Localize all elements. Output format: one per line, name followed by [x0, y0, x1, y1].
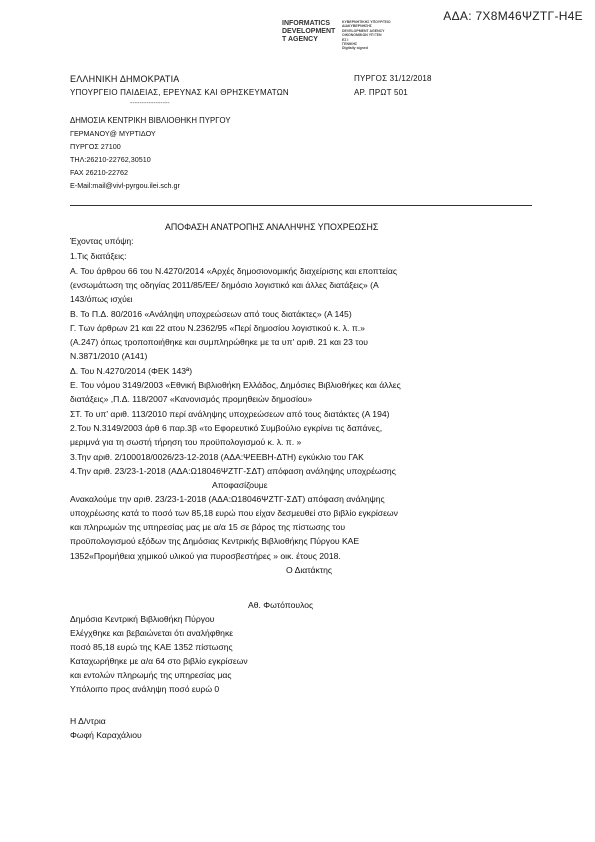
library-address: ΓΕΡΜΑΝΟΥ@ ΜΥΡΤΙΔΟΥ [70, 129, 156, 138]
logo-line: DEVELOPMENT [282, 28, 336, 35]
body-line: Β. Το Π.Δ. 80/2016 «Ανάληψη υποχρεώσεων από τους διατάκτες» (Α 145) [70, 309, 352, 319]
ada-code: ΑΔΑ: 7Χ8Μ46ΨΖΤΓ-Η4Ε [443, 9, 583, 23]
body-line: υποχρέωσης κατά το ποσό των 85,18 ευρώ που είχαν δεσμευθεί στο βιβλίο εγκρίσεων [70, 508, 398, 518]
body-line: και πληρωμών της υπηρεσίας μας με α/α 15 σε βάρος της πίστωσης του [70, 522, 346, 532]
body-line: Καταχωρήθηκε με α/α 64 στο βιβλίο εγκρίσεων [70, 656, 248, 666]
digital-signature-stamp [342, 20, 391, 51]
body-line: Δ. Του Ν.4270/2014 (ΦΕΚ 143ª) [70, 366, 193, 376]
director-name: Φωφή Καραχάλιου [70, 730, 142, 740]
body-line: διατάξεις» ,Π.Δ. 118/2007 «Κανονισμός προμηθειών δημοσίου» [70, 394, 313, 404]
body-line: 143/όπως ισχύει [70, 294, 133, 304]
body-line: Δημόσια Κεντρική Βιβλιοθήκη Πύργου [70, 614, 215, 624]
stamp-line: ΕΣ Ι [342, 37, 349, 42]
body-line: Υπόλοιπο προς ανάληψη ποσό ευρώ 0 [70, 684, 220, 694]
stamp-line: ΟΙΚΟΝΟΜΙΚΩΝ ΥΠ ΓΕΝ [342, 33, 382, 38]
body-line: (Α.247) όπως τροποποιήθηκε και συμπληρώθηκε με τα υπ' αριθ. 21 και 23 του [70, 337, 368, 347]
body-line: ΣΤ. Το υπ' αριθ. 113/2010 περί ανάληψης υποχρεώσεων από τους διατάκτες (Α 194) [70, 409, 390, 419]
director-role: Η Δ/ντρια [70, 716, 106, 726]
body-line: Ελέγχθηκε και βεβαιώνεται ότι αναλήφθηκε [70, 628, 234, 638]
body-line: Έχοντας υπόψη: [70, 236, 134, 246]
agency-logo-text [282, 20, 335, 44]
body-line: 3.Την αριθ. 2/100018/0026/23-12-2018 (ΑΔΑ:ΨΕΕΒΗ-ΔΤΗ) εγκύκλιο του ΓΑΚ [70, 452, 364, 462]
protocol-number: ΑΡ. ΠΡΩΤ 501 [354, 88, 408, 97]
place-date: ΠΥΡΓΟΣ 31/12/2018 [354, 74, 432, 83]
stamp-line: Digitally signed [342, 46, 368, 51]
library-name: ΔΗΜΟΣΙΑ ΚΕΝΤΡΙΚΗ ΒΙΒΛΙΟΘΗΚΗ ΠΥΡΓΟΥ [70, 116, 231, 125]
library-phone: ΤΗΛ:26210-22762,30510 [70, 155, 151, 164]
body-line: 1352«Προμήθεια χημικού υλικού για πυροσβεστήρες » οικ. έτους 2018. [70, 551, 341, 561]
ministry-name: ΥΠΟΥΡΓΕΙΟ ΠΑΙΔΕΙΑΣ, ΕΡΕΥΝΑΣ ΚΑΙ ΘΡΗΣΚΕΥΜΑΤΩΝ [70, 88, 289, 97]
logo-line: T AGENCY [282, 36, 318, 43]
body-line: μεριμνά για τη σωστή τήρηση του προϋπολογισμού κ. λ. π. » [70, 437, 302, 447]
body-line: (ενσωμάτωση της οδηγίας 2011/85/ΕΕ/ δημόσιο λογιστικό και άλλες διατάξεις» (Α [70, 280, 379, 290]
signatory-role: Ο Διατάκτης [286, 565, 333, 575]
signatory-name: Αθ. Φωτόπουλος [248, 600, 314, 610]
body-line: 1.Τις διατάξεις: [70, 251, 127, 261]
separator-dashes: ----------------- [130, 100, 170, 107]
body-line: Γ. Των άρθρων 21 και 22 ατου Ν.2362/95 «Περί δημοσίου λογιστικού κ. λ. π.» [70, 323, 365, 333]
logo-line: INFORMATICS [282, 20, 331, 27]
library-fax: FAX 26210-22762 [70, 168, 128, 177]
library-postal: ΠΥΡΓΟΣ 27100 [70, 142, 121, 151]
body-line: Ν.3871/2010 (Α141) [70, 351, 148, 361]
stamp-line: ΚΥΒΕΡΝΗΤΙΚΗΣ ΥΠΟΥΡΓΕΙΟ [342, 20, 391, 24]
body-line: 2.Του Ν.3149/2003 άρθ 6 παρ.3β «το Εφορευτικό Συμβούλιο εγκρίνει τις δαπάνες, [70, 423, 383, 433]
body-line: προϋπολογισμού εξόδων της Δημόσιας Κεντρικής Βιβλιοθήκης Πύργου ΚΑΕ [70, 536, 360, 546]
body-line: και εντολών πληρωμής της υπηρεσίας μας [70, 670, 232, 680]
library-email: E-Mail:mail@vivl-pyrgou.ilei.sch.gr [70, 181, 180, 190]
stamp-line: DEVELOPMENT AGENCY [342, 28, 385, 33]
decision-title: ΑΠΟΦΑΣΗ ΑΝΑΤΡΟΠΗΣ ΑΝΑΛΗΨΗΣ ΥΠΟΧΡΕΩΣΗΣ [165, 222, 379, 232]
body-line: ποσό 85,18 ευρώ της ΚΑΕ 1352 πίστωσης [70, 642, 233, 652]
decide-heading: Αποφασίζουμε [212, 480, 268, 490]
body-line: 4.Την αριθ. 23/23-1-2018 (ΑΔΑ:Ω18046ΨΖΤΓ-ΣΔΤ) απόφαση ανάληψης υποχρέωσης [70, 466, 396, 476]
body-line: Ε. Του νόμου 3149/2003 «Εθνική Βιβλιοθήκη Ελλάδος, Δημόσιες Βιβλιοθήκες και άλλες [70, 380, 401, 390]
body-line: Α. Του άρθρου 66 του Ν.4270/2014 «Αρχές δημοσιονομικής διαχείρισης και εποπτείας [70, 266, 397, 276]
stamp-line: ΓΕΝΙΚΗΣ [342, 42, 358, 47]
state-name: ΕΛΛΗΝΙΚΗ ΔΗΜΟΚΡΑΤΙΑ [70, 74, 180, 84]
body-line: Ανακαλούμε την αριθ. 23/23-1-2018 (ΑΔΑ:Ω18046ΨΖΤΓ-ΣΔΤ) απόφαση ανάληψης [70, 494, 385, 504]
header-divider [70, 205, 532, 206]
stamp-line: ΔΙΑΚΥΒΕΡΝΗΣΗΣ [342, 24, 372, 29]
